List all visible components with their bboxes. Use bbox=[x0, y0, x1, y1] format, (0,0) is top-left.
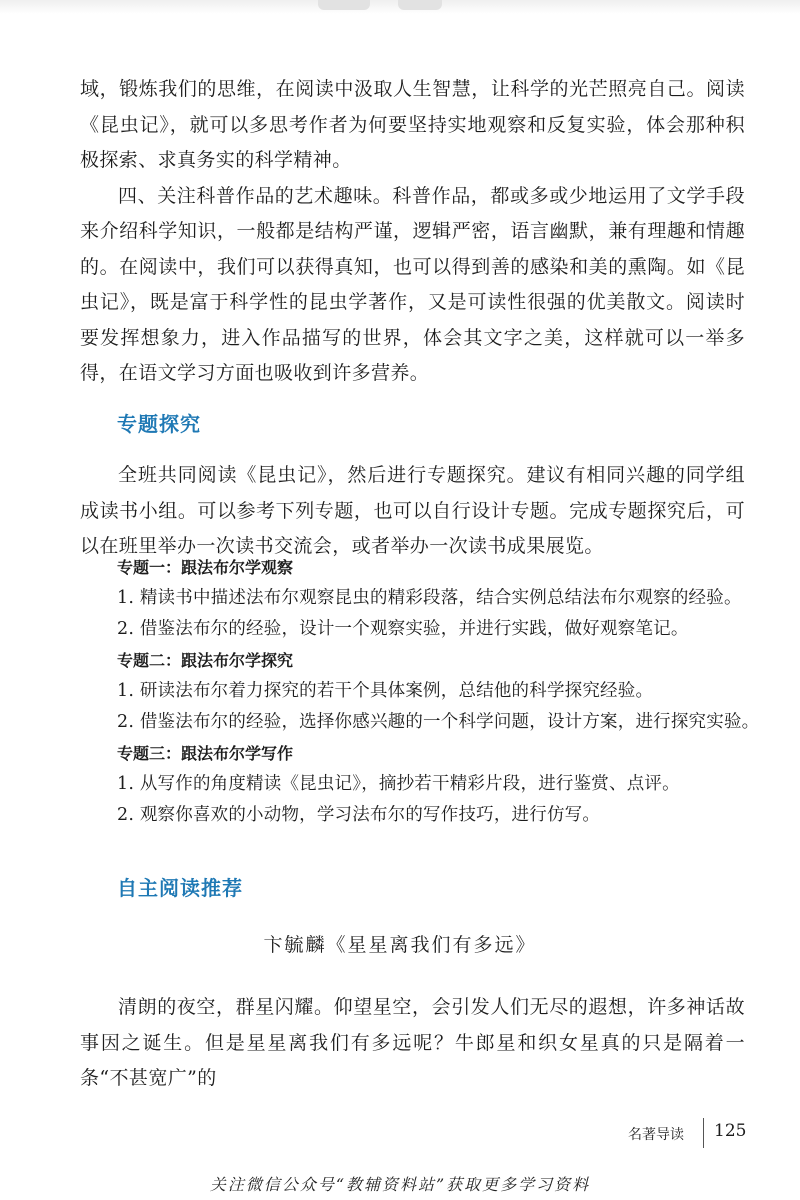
topic-title: 专题二：跟法布尔学探究 bbox=[117, 651, 294, 670]
topic-title: 专题一：跟法布尔学观察 bbox=[117, 558, 294, 577]
topic-title: 专题三：跟法布尔学写作 bbox=[117, 744, 294, 763]
topic-item: 2. 借鉴法布尔的经验，设计一个观察实验，并进行实践，做好观察笔记。 bbox=[117, 619, 689, 639]
recommend-body: 清朗的夜空，群星闪耀。仰望星空，会引发人们无尽的遐想，许多神话故事因之诞生。但是星星离我们有多远呢？牛郎星和织女星真的只是隔着一条“不甚宽广”的 bbox=[80, 996, 745, 1089]
footer-label: 名著导读 bbox=[628, 1127, 684, 1143]
topic-item: 1. 精读书中描述法布尔观察昆虫的精彩段落，结合实例总结法布尔观察的经验。 bbox=[117, 588, 742, 608]
intro-paragraph-2: 四、关注科普作品的艺术趣味。科普作品，都或多或少地运用了文学手段来介绍科学知识，一般都是结构严谨，逻辑严密，语言幽默，兼有理趣和情趣的。在阅读中，我们可以获得真知，也可以得到善的感染和美的熏陶。如《昆虫记》，既是富于科学性的昆虫学著作，又是可读性很强的优美散文。阅读时要发挥想象力，进入作品描写的世界，体会其文字之美，这样就可以一举多得，在语文学习方面也吸收到许多营养。 bbox=[80, 184, 745, 384]
section-heading-recommend: 自主阅读推荐 bbox=[117, 876, 243, 900]
topic-item: 1. 从写作的角度精读《昆虫记》，摘抄若干精彩片段，进行鉴赏、点评。 bbox=[117, 774, 680, 794]
watermark-text: 关注微信公众号“教辅资料站”获取更多学习资料 bbox=[209, 1175, 591, 1194]
topic-list bbox=[117, 552, 760, 831]
page-edge-mark bbox=[398, 0, 442, 10]
topic-item: 2. 借鉴法布尔的经验，选择你感兴趣的一个科学问题，设计方案，进行探究实验。 bbox=[117, 712, 760, 732]
research-intro: 全班共同阅读《昆虫记》，然后进行专题探究。建议有相同兴趣的同学组成读书小组。可以参考下列专题，也可以自行设计专题。完成专题探究后，可以在班里举办一次读书交流会，或者举办一次读书成果展览。 bbox=[80, 464, 745, 557]
page-top-shadow bbox=[0, 0, 800, 14]
research-intro-block bbox=[80, 458, 745, 565]
book-title: 卞毓麟《星星离我们有多远》 bbox=[263, 934, 537, 956]
topic-item: 1. 研读法布尔着力探究的若干个具体案例，总结他的科学探究经验。 bbox=[117, 681, 654, 701]
page-number: 125 bbox=[714, 1121, 747, 1141]
footer-divider bbox=[703, 1118, 704, 1148]
section-heading-research: 专题探究 bbox=[117, 412, 201, 436]
intro-paragraph-1: 域，锻炼我们的思维，在阅读中汲取人生智慧，让科学的光芒照亮自己。阅读《昆虫记》，就可以多思考作者为何要坚持实地观察和反复实验，体会那种积极探索、求真务实的科学精神。 bbox=[80, 78, 745, 171]
page-edge-mark bbox=[318, 0, 370, 10]
intro-text bbox=[80, 72, 745, 392]
recommend-body-block bbox=[80, 990, 745, 1097]
topic-item: 2. 观察你喜欢的小动物，学习法布尔的写作技巧，进行仿写。 bbox=[117, 805, 601, 825]
